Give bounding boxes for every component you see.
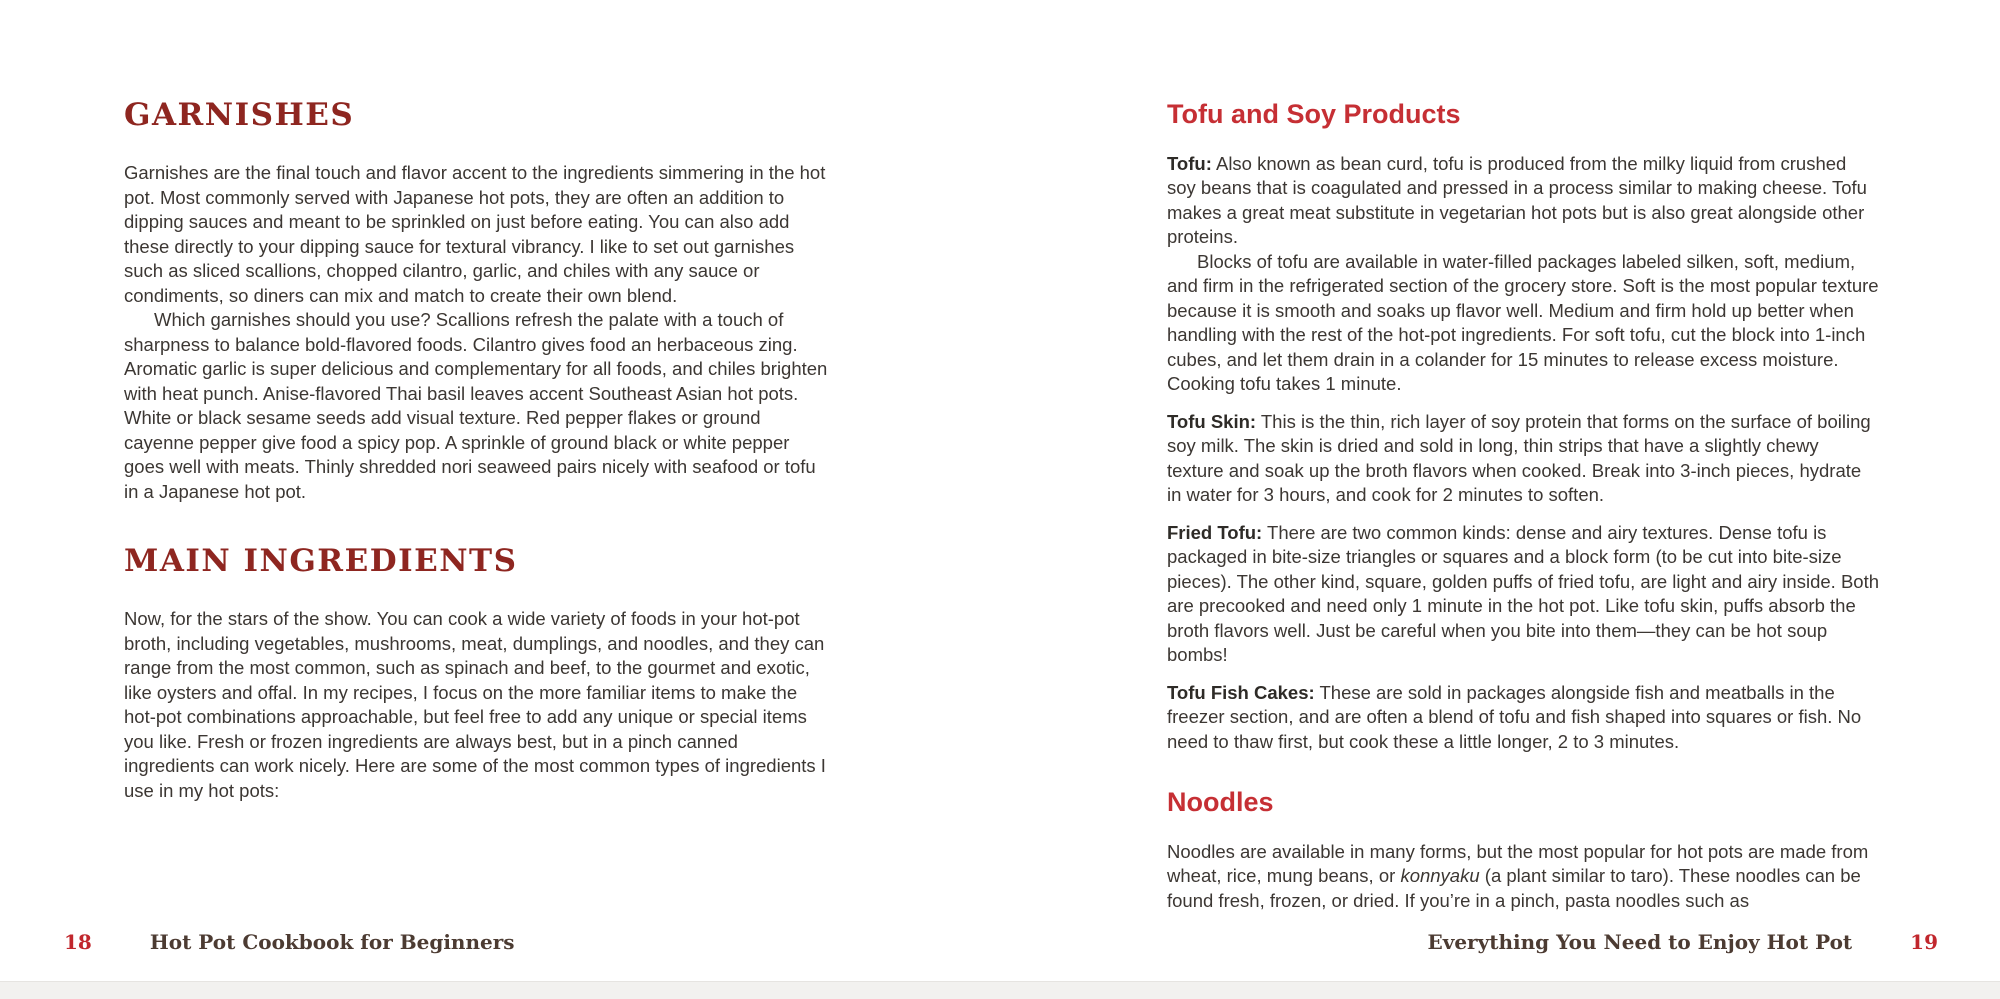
- heading-garnishes: GARNISHES: [124, 97, 355, 133]
- entry-label-tofu: Tofu:: [1167, 152, 1212, 174]
- garnishes-paragraph-2: Which garnishes should you use? Scallions refresh the palate with a touch of sharpness to balance bold-flavored foods. Cilantro gives food an herbaceous zing. Aromatic garlic is super delicious and complementary for all foods, and chiles brighten with heat punch. Anise-flavored Thai basil leaves accent Southeast Asian hot pots. White or black sesame seeds add visual texture. Red pepper flakes or ground cayenne pepper give food a spicy pop. A sprinkle of ground black or white pepper goes well with meats. Thinly shredded nori seaweed pairs nicely with seafood or tofu in a Japanese hot pot.: [124, 309, 828, 502]
- entry-label-tofu-fish-cakes: Tofu Fish Cakes:: [1167, 681, 1315, 703]
- heading-main-ingredients: MAIN INGREDIENTS: [124, 543, 518, 579]
- tofu-entry-continued: Blocks of tofu are available in water-filled packages labeled silken, soft, medium, and firm in the refrigerated section of the grocery store. Soft is the most popular texture because it is smooth and soaks up flavor well. Medium and firm hold up better when handling with the rest of the hot-pot ingredients. For soft tofu, cut the block into 1-inch cubes, and let them drain in a colander for 15 minutes to release excess moisture. Cooking tofu takes 1 minute.: [1167, 250, 1879, 395]
- tofu-entry: [1167, 152, 1879, 250]
- noodles-paragraph: [1167, 840, 1879, 914]
- footer-right: [1427, 930, 1938, 954]
- main-ingredients-paragraph: Now, for the stars of the show. You can cook a wide variety of foods in your hot-pot broth, including vegetables, mushrooms, meat, dumplings, and noodles, and they can range from the most common, such as spinach and beef, to the gourmet and exotic, like oysters and offal. In my recipes, I focus on the more familiar items to make the hot-pot combinations approachable, but feel free to add any unique or special items you like. Fresh or frozen ingredients are always best, but in a pinch canned ingredients can work nicely. Here are some of the most common types of ingredients I use in my hot pots:: [124, 608, 826, 801]
- heading-noodles: Noodles: [1167, 787, 1274, 818]
- fried-tofu-entry: [1167, 521, 1879, 668]
- footer-title-right: Everything You Need to Enjoy Hot Pot: [1427, 930, 1853, 954]
- entry-text-tofu: Also known as bean curd, tofu is produced from the milky liquid from crushed soy beans that is coagulated and pressed in a process similar to making cheese. Tofu makes a great meat substitute in vegetarian hot pots but is also great alongside other proteins.: [1167, 152, 1867, 248]
- footer-title-left: Hot Pot Cookbook for Beginners: [149, 930, 515, 954]
- noodles-text-before: Noodles are available in many forms, but the most popular for hot pots are made from wheat, rice, mung beans, or: [1167, 840, 1869, 887]
- page-right: [1167, 100, 1879, 913]
- noodles-italic-term: konnyaku: [1400, 865, 1480, 887]
- garnishes-paragraph-1: Garnishes are the final touch and flavor accent to the ingredients simmering in the hot pot. Most commonly served with Japanese hot pots, they are often an addition to dipping sauces and meant to be sprinkled on just before eating. You can also add these directly to your dipping sauce for textural vibrancy. I like to set out garnishes such as sliced scallions, chopped cilantro, garlic, and chiles with any sauce or condiments, so diners can mix and match to create their own blend.: [124, 162, 826, 306]
- page-number-right: 19: [1910, 930, 1938, 954]
- tofu-fish-cakes-entry: [1167, 681, 1879, 755]
- entry-text-tofu-skin: This is the thin, rich layer of soy protein that forms on the surface of boiling soy milk. The skin is dried and sold in long, thin strips that have a slightly chewy texture and soak up the broth flavors when cooked. Break into 3-inch pieces, hydrate in water for 3 hours, and cook for 2 minutes to soften.: [1167, 410, 1871, 506]
- footer-left: [64, 930, 515, 954]
- heading-tofu-and-soy-products: Tofu and Soy Products: [1167, 99, 1461, 129]
- noodles-text-after: (a plant similar to taro). These noodles can be found fresh, frozen, or dried. If you’re in a pinch, pasta noodles such as: [1167, 865, 1861, 911]
- entry-text-tofu-fish-cakes: These are sold in packages alongside fish and meatballs in the freezer section, and are often a blend of tofu and fish shaped into squares or fish. No need to thaw first, but cook these a little longer, 2 to 3 minutes.: [1167, 681, 1862, 752]
- entry-text-fried-tofu: There are two common kinds: dense and airy textures. Dense tofu is packaged in bite-size triangles or squares and a block form (to be cut into bite-size pieces). The other kind, square, golden puffs of fried tofu, are light and airy inside. Both are precooked and need only 1 minute in the hot pot. Like tofu skin, puffs absorb the broth flavors well. Just be careful when you bite into them—they can be hot soup bombs!: [1167, 521, 1879, 666]
- entry-label-fried-tofu: Fried Tofu:: [1167, 521, 1263, 543]
- page-left: [124, 97, 831, 803]
- page-bottom-edge: [0, 981, 2000, 999]
- page-number-left: 18: [64, 930, 92, 954]
- entry-label-tofu-skin: Tofu Skin:: [1167, 410, 1257, 432]
- tofu-skin-entry: [1167, 410, 1879, 508]
